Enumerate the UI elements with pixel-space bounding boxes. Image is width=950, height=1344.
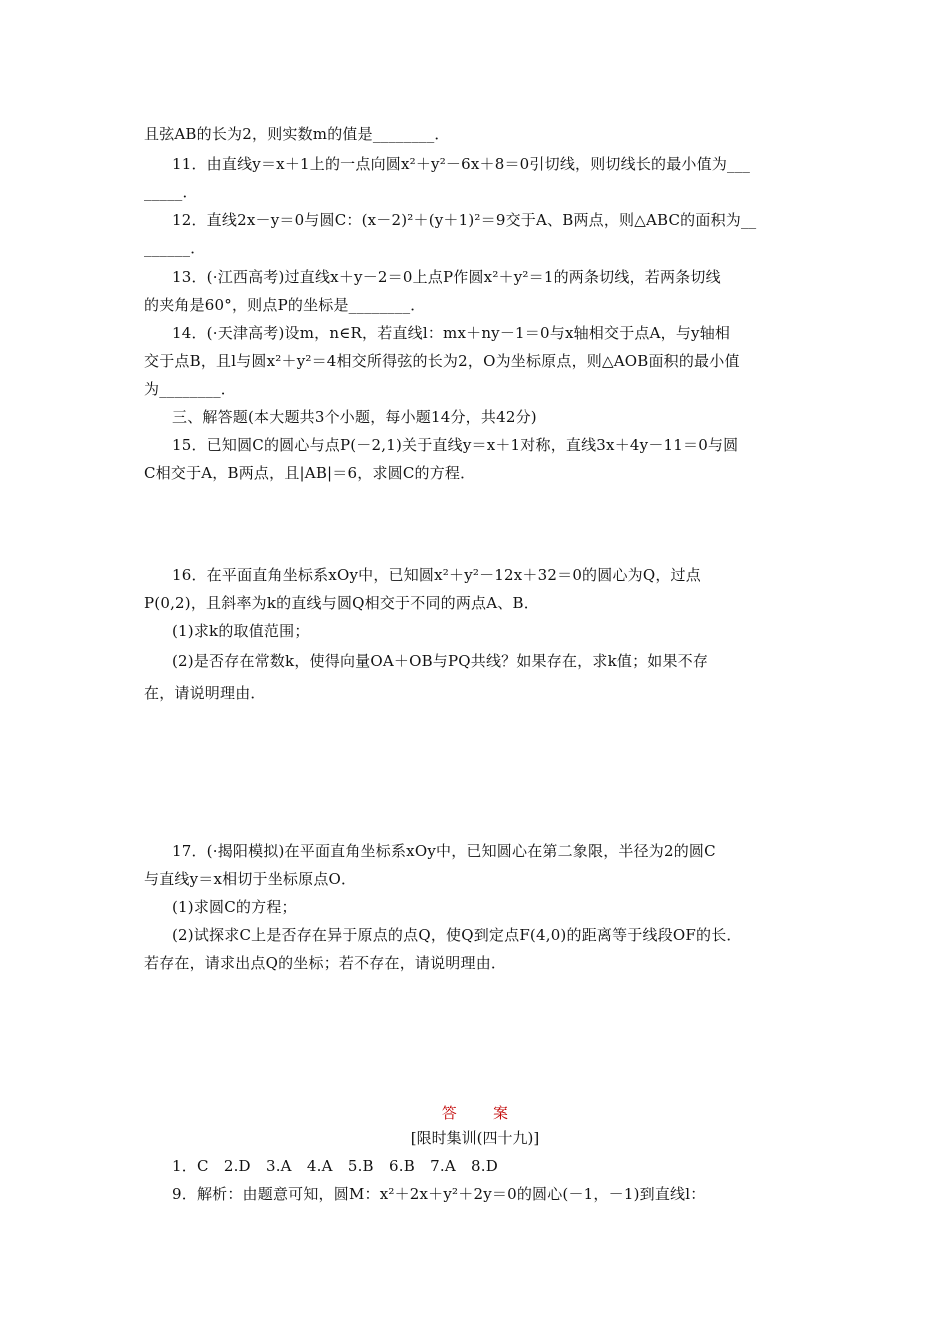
text-line: (1)求k的取值范围； xyxy=(172,622,310,640)
answer-subtitle: [限时集训(四十九)] xyxy=(410,1129,540,1147)
text-line: 为________． xyxy=(144,380,237,398)
answer-title xyxy=(0,1103,950,1123)
answer-title-right: 案 xyxy=(493,1104,509,1122)
text-line: (1)求圆C的方程； xyxy=(172,898,297,916)
text-line: (2)试探求C上是否存在异于原点的点Q，使Q到定点F(4,0)的距离等于线段OF的长． xyxy=(172,926,742,944)
text-line: 14．(·天津高考)设m，n∈R，若直线l：mx＋ny－1＝0与x轴相交于点A，与y轴相 xyxy=(172,324,731,342)
text-line: 且弦AB的长为2，则实数m的值是________． xyxy=(144,125,450,143)
text-line: 16．在平面直角坐标系xOy中，已知圆x²＋y²－12x＋32＝0的圆心为Q，过点 xyxy=(172,566,701,584)
text-line: 在，请说明理由． xyxy=(144,684,266,702)
text-line: (2)是否存在常数k，使得向量OA＋OB与PQ共线？如果存在，求k值；如果不存 xyxy=(172,652,709,670)
answer-line: 9．解析：由题意可知，圆M：x²＋2x＋y²＋2y＝0的圆心(－1，－1)到直线l： xyxy=(172,1185,706,1203)
text-line: P(0,2)，且斜率为k的直线与圆Q相交于不同的两点A、B． xyxy=(144,594,539,612)
answer-title-left: 答 xyxy=(441,1104,457,1122)
text-line: C相交于A，B两点，且|AB|＝6，求圆C的方程． xyxy=(144,464,476,482)
text-line: 交于点B，且l与圆x²＋y²＝4相交所得弦的长为2，O为坐标原点，则△AOB面积的最小值 xyxy=(144,352,740,370)
text-line: 11．由直线y＝x＋1上的一点向圆x²＋y²－6x＋8＝0引切线，则切线长的最小值为___ xyxy=(172,155,751,173)
text-line: 的夹角是60°，则点P的坐标是________． xyxy=(144,296,426,314)
text-line: _____． xyxy=(144,183,198,201)
text-line: 17．(·揭阳模拟)在平面直角坐标系xOy中，已知圆心在第二象限，半径为2的圆C xyxy=(172,842,716,860)
text-line: 若存在，请求出点Q的坐标；若不存在，请说明理由． xyxy=(144,954,507,972)
text-line: ______． xyxy=(144,239,206,257)
text-line: 12．直线2x－y＝0与圆C：(x－2)²＋(y＋1)²＝9交于A、B两点，则△ABC的面积为__ xyxy=(172,211,757,229)
text-line: 与直线y＝x相切于坐标原点O． xyxy=(144,870,357,888)
answer-line: 1．C 2.D 3.A 4.A 5.B 6.B 7.A 8.D xyxy=(172,1157,498,1175)
text-line: 15．已知圆C的圆心与点P(－2,1)关于直线y＝x＋1对称，直线3x＋4y－11＝0与圆 xyxy=(172,436,739,454)
section-heading: 三、解答题(本大题共3个小题，每小题14分，共42分) xyxy=(172,408,537,426)
text-line: 13．(·江西高考)过直线x＋y－2＝0上点P作圆x²＋y²＝1的两条切线，若两条切线 xyxy=(172,268,721,286)
